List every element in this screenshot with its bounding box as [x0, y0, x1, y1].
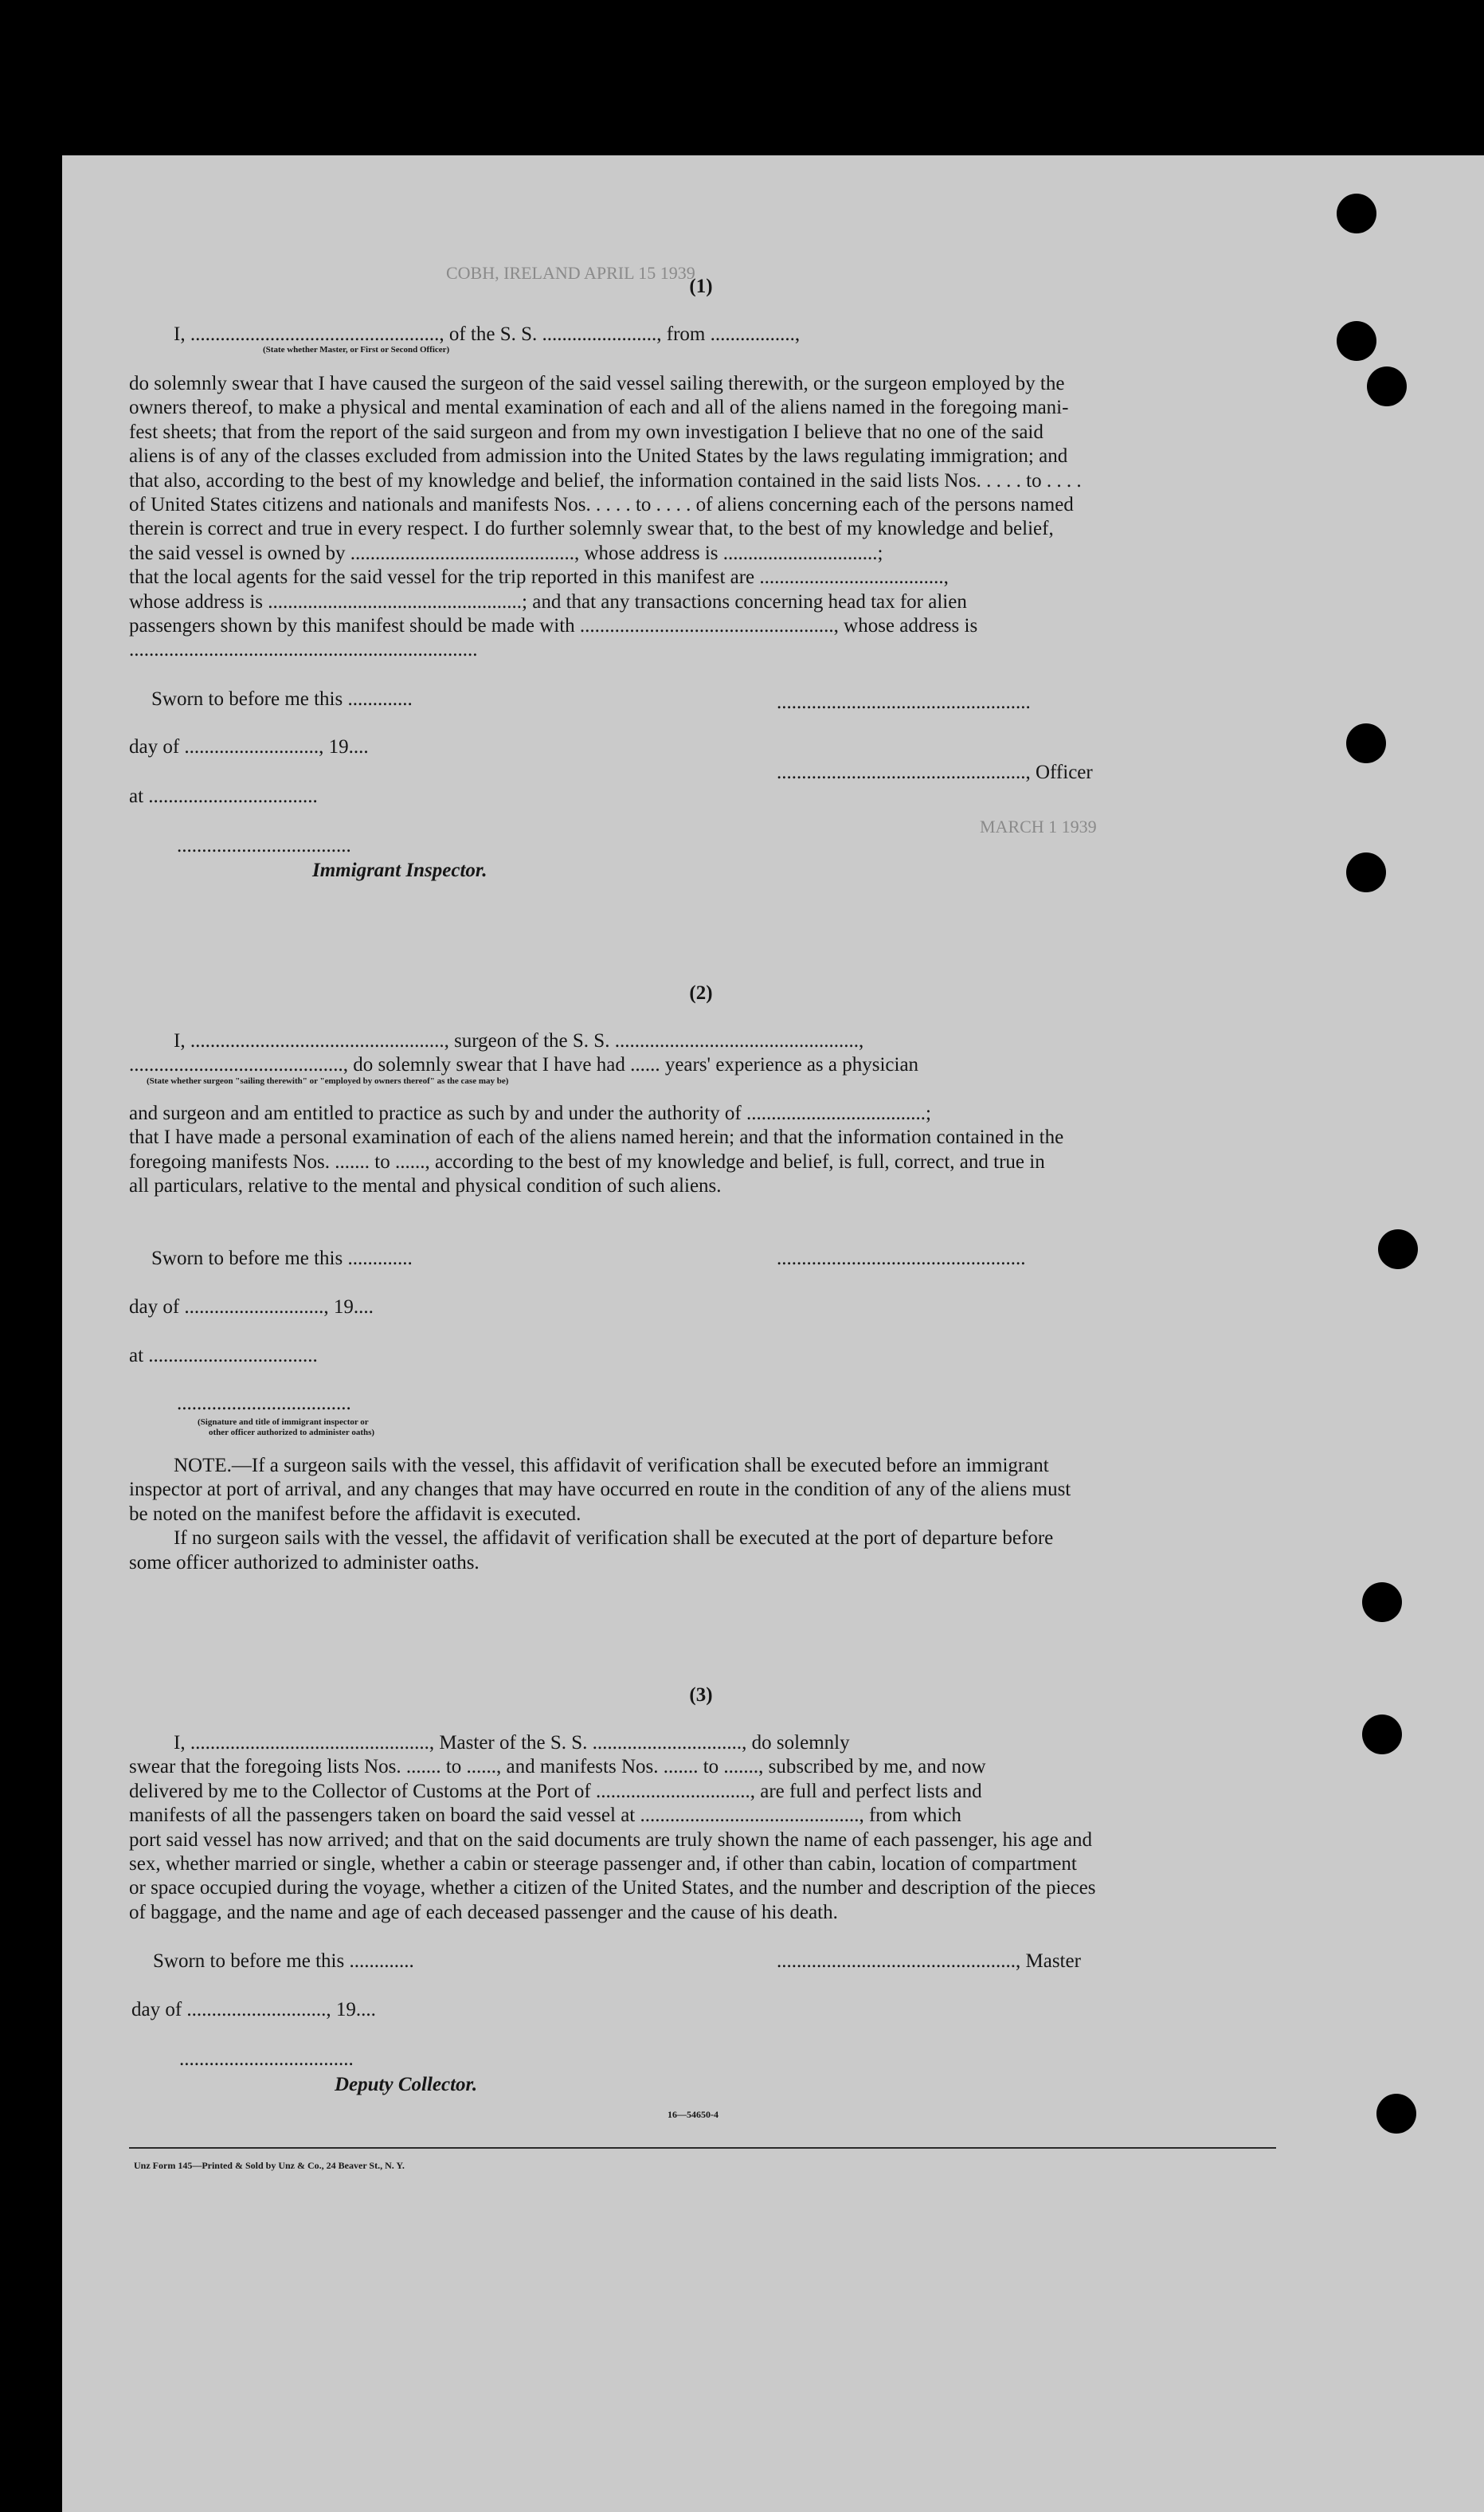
punch-hole	[1378, 1229, 1418, 1269]
section-2-oath-line: I, ..................................................., surgeon of the S. S. .................................................,	[174, 1030, 864, 1052]
text-line: I, ................................................, Master of the S. S. .............................., do solemnly	[174, 1732, 850, 1754]
text-line: sex, whether married or single, whether a cabin or steerage passenger and, if other than cabin, location of compartment	[129, 1853, 1077, 1875]
section-3-body	[129, 1731, 1275, 1925]
text-line: aliens is of any of the classes excluded from admission into the United States by the laws regulating immigration; and	[129, 445, 1068, 468]
section-1-number: (1)	[689, 276, 713, 297]
section-2-signature-line: ...................................	[177, 1393, 351, 1414]
section-2-signature-caption: (Signature and title of immigrant inspector or	[198, 1417, 369, 1427]
section-1-at: at ..................................	[129, 786, 318, 807]
section-1-right-line-1: ...................................................	[777, 692, 1031, 713]
section-1-day: day of ..........................., 19....	[129, 736, 369, 758]
punch-hole	[1362, 1582, 1402, 1622]
section-1-body	[129, 372, 1275, 663]
section-2-at: at ..................................	[129, 1345, 318, 1366]
section-1-signature-line: ...................................	[177, 835, 351, 856]
footer-rule	[129, 2147, 1276, 2149]
text-line: delivered by me to the Collector of Customs at the Port of ..............................., are full and perfect lists and	[129, 1780, 982, 1802]
section-3-collector-line: ...................................	[179, 2048, 354, 2070]
section-1-inspector-label: Immigrant Inspector.	[312, 860, 487, 881]
text-line: some officer authorized to administer oaths.	[129, 1551, 480, 1573]
text-line: fest sheets; that from the report of the said surgeon and from my own investigation I believe that no one of the said	[129, 421, 1043, 443]
section-3-day: day of ............................, 19....	[131, 1999, 376, 2020]
section-2-signature-caption: other officer authorized to administer oaths)	[209, 1428, 375, 1437]
bleed-through-text: COBH, IRELAND APRIL 15 1939	[446, 263, 695, 283]
punch-hole	[1376, 2094, 1416, 2134]
section-3-collector-label: Deputy Collector.	[335, 2074, 478, 2095]
text-line: owners thereof, to make a physical and mental examination of each and all of the aliens named in the foregoing mani-	[129, 397, 1069, 419]
section-2-experience-line: ..........................................., do solemnly swear that I have had ...... years' experience as a physician	[129, 1054, 919, 1076]
section-3-master-line: ................................................, Master	[777, 1950, 1081, 1972]
section-2-body	[129, 1102, 1275, 1199]
section-2-sworn: Sworn to before me this .............	[151, 1248, 413, 1269]
text-line: inspector at port of arrival, and any changes that may have occurred en route in the condition of any of the aliens must	[129, 1479, 1071, 1501]
text-line: therein is correct and true in every respect. I do further solemnly swear that, to the best of my knowledge and belief,	[129, 518, 1054, 540]
section-3-number: (3)	[689, 1684, 713, 1706]
bleed-through-text: MARCH 1 1939	[980, 817, 1097, 837]
printer-credit: Unz Form 145—Printed & Sold by Unz & Co., 24 Beaver St., N. Y.	[134, 2160, 405, 2171]
section-1-officer-note: (State whether Master, or First or Second Officer)	[263, 345, 450, 355]
punch-hole	[1346, 723, 1386, 763]
punch-hole	[1337, 194, 1376, 233]
text-line: of baggage, and the name and age of each deceased passenger and the cause of his death.	[129, 1901, 838, 1923]
section-2-note	[129, 1454, 1275, 1575]
section-3-sworn: Sworn to before me this .............	[153, 1950, 414, 1972]
text-line: that also, according to the best of my knowledge and belief, the information contained in the said lists Nos. . . . . to . . . .	[129, 469, 1082, 492]
punch-hole	[1346, 852, 1386, 892]
section-2-number: (2)	[689, 982, 713, 1004]
text-line: do solemnly swear that I have caused the surgeon of the said vessel sailing therewith, or the surgeon employed by the	[129, 373, 1065, 394]
text-line: port said vessel has now arrived; and that on the said documents are truly shown the name of each passenger, his age and	[129, 1828, 1093, 1851]
section-2-day: day of ............................, 19....	[129, 1296, 374, 1318]
text-line: or space occupied during the voyage, whether a citizen of the United States, and the number and description of the pieces	[129, 1877, 1096, 1899]
text-line: If no surgeon sails with the vessel, the affidavit of verification shall be executed at the port of departure before	[174, 1527, 1054, 1550]
text-line: and surgeon and am entitled to practice as such by and under the authority of ....................................;	[129, 1103, 931, 1124]
text-line: that I have made a personal examination of each of the aliens named herein; and that the information contained in the	[129, 1127, 1064, 1149]
section-1-oath-line: I, .................................................., of the S. S. ......................., from .................,	[174, 323, 801, 345]
text-line: passengers shown by this manifest should be made with ..................................................., whose address is	[129, 615, 978, 637]
punch-hole	[1362, 1715, 1402, 1754]
text-line: ......................................................................	[129, 639, 478, 661]
form-code: 16—54650-4	[668, 2109, 719, 2120]
text-line: all particulars, relative to the mental and physical condition of such aliens.	[129, 1175, 722, 1197]
text-line: NOTE.—If a surgeon sails with the vessel, this affidavit of verification shall be executed before an immigrant	[174, 1455, 1049, 1476]
punch-hole	[1337, 321, 1376, 361]
text-line: that the local agents for the said vessel for the trip reported in this manifest are .....................................,	[129, 566, 949, 589]
text-line: the said vessel is owned by ............................................., whose address is ...............................;	[129, 542, 883, 564]
text-line: be noted on the manifest before the affidavit is executed.	[129, 1503, 581, 1525]
section-1-sworn: Sworn to before me this .............	[151, 688, 413, 710]
text-line: of United States citizens and nationals and manifests Nos. . . . . to . . . . of aliens concerning each of the persons named	[129, 494, 1074, 516]
section-1-officer-line: .................................................., Officer	[777, 762, 1093, 783]
section-2-surgeon-note: (State whether surgeon "sailing therewith" or "employed by owners thereof" as the case may be)	[147, 1076, 509, 1086]
text-line: foregoing manifests Nos. ....... to ......, according to the best of my knowledge and belief, is full, correct, and true in	[129, 1150, 1045, 1173]
section-2-right-line: ..................................................	[777, 1248, 1026, 1269]
punch-hole	[1367, 366, 1407, 406]
text-line: manifests of all the passengers taken on board the said vessel at ............................................, from which	[129, 1805, 961, 1827]
text-line: whose address is ...................................................; and that any transactions concerning head tax for alien	[129, 590, 967, 613]
text-line: swear that the foregoing lists Nos. ....... to ......, and manifests Nos. ....... to ......., subscribed by me, and now	[129, 1756, 986, 1778]
